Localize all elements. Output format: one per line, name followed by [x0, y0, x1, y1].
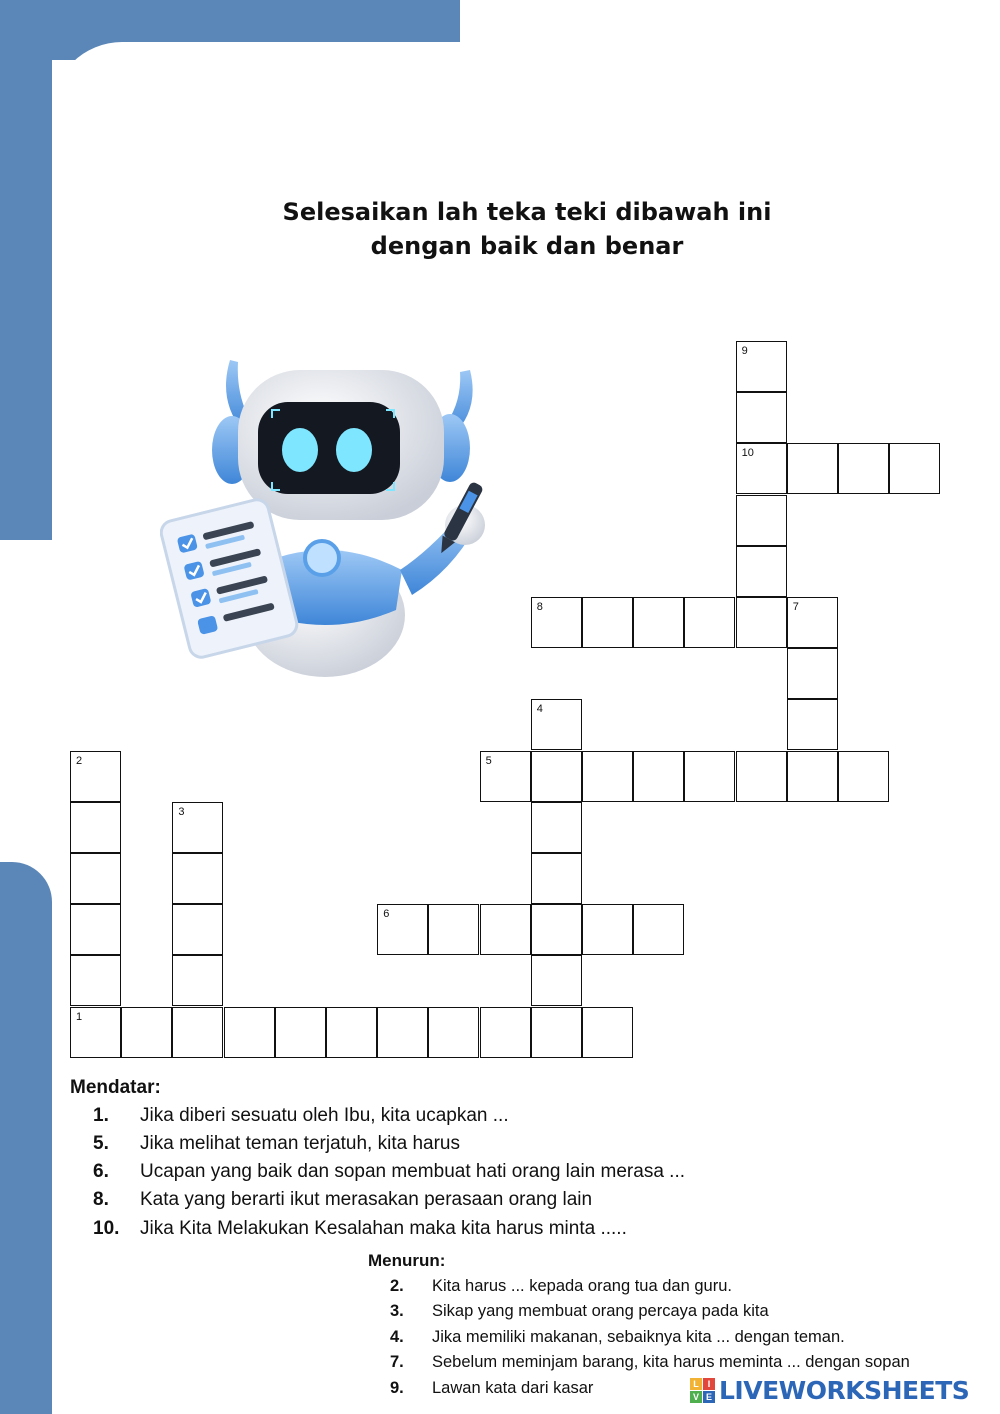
crossword-cell[interactable]: [377, 1007, 428, 1058]
crossword-cell[interactable]: [531, 955, 582, 1006]
crossword-cell[interactable]: [326, 1007, 377, 1058]
clue-number: 2.: [390, 1277, 404, 1295]
crossword-cell[interactable]: [70, 751, 121, 802]
crossword-cell[interactable]: [787, 443, 838, 494]
crossword-cell[interactable]: [736, 597, 787, 648]
crossword-cell[interactable]: [70, 802, 121, 853]
crossword-cell[interactable]: [582, 751, 633, 802]
clue-number-label: 2: [76, 754, 83, 767]
crossword-cell[interactable]: [172, 802, 223, 853]
crossword-cell[interactable]: [787, 751, 838, 802]
crossword-cell[interactable]: [889, 443, 940, 494]
crossword-cell[interactable]: [70, 1007, 121, 1058]
crossword-cell[interactable]: [172, 904, 223, 955]
crossword-cell[interactable]: [531, 802, 582, 853]
clue-text: Ucapan yang baik dan sopan membuat hati orang lain merasa ...: [140, 1161, 685, 1182]
clue-number-label: 3: [178, 805, 185, 818]
clue-text: Jika melihat teman terjatuh, kita harus: [140, 1133, 460, 1154]
clue-number: 5.: [93, 1133, 109, 1154]
clue-number: 8.: [93, 1189, 109, 1210]
clue-number-label: 7: [792, 601, 799, 613]
clue-number-label: 1: [76, 1010, 83, 1023]
clue-text: Sikap yang membuat orang percaya pada kita: [432, 1302, 769, 1320]
crossword-cell[interactable]: [172, 1007, 223, 1058]
crossword-cell[interactable]: [787, 699, 838, 750]
clue-number-label: 6: [383, 908, 390, 921]
crossword-cell[interactable]: [736, 443, 787, 494]
crossword-cell[interactable]: [787, 648, 838, 699]
crossword-cell[interactable]: [582, 597, 633, 648]
clue-number-label: 4: [536, 703, 543, 716]
crossword-cell[interactable]: [531, 597, 582, 648]
clue-text: Kata yang berarti ikut merasakan perasaan orang lain: [140, 1189, 593, 1210]
crossword-cell[interactable]: [736, 751, 787, 802]
crossword-cell[interactable]: [684, 597, 735, 648]
clue-number: 1.: [93, 1105, 109, 1126]
crossword-cell[interactable]: [582, 1007, 633, 1058]
clue-number: 6.: [93, 1161, 109, 1182]
down-heading: Menurun:: [368, 1251, 446, 1270]
clue-number: 9.: [390, 1379, 404, 1397]
brand-text: LIVEWORKSHEETS: [719, 1375, 970, 1405]
clue-number-label: 5: [485, 754, 492, 767]
clue-number: 4.: [390, 1328, 404, 1346]
crossword-cell[interactable]: [531, 853, 582, 904]
title-line-1: Selesaikan lah teka teki dibawah ini: [282, 198, 772, 226]
title-line-2: dengan baik dan benar: [370, 232, 684, 260]
crossword-cell[interactable]: [531, 699, 582, 750]
crossword-cell[interactable]: [736, 341, 787, 392]
clue-text: Jika memiliki makanan, sebaiknya kita ... dengan teman.: [432, 1328, 845, 1346]
brand-mark-icon: L I V E: [690, 1378, 715, 1403]
crossword-cell[interactable]: [377, 904, 428, 955]
crossword-cell[interactable]: [428, 904, 479, 955]
page-title: [200, 195, 854, 263]
across-heading: Mendatar:: [70, 1077, 161, 1098]
crossword-cell[interactable]: [633, 597, 684, 648]
crossword-cell[interactable]: [172, 955, 223, 1006]
crossword-cell[interactable]: [633, 751, 684, 802]
crossword-cell[interactable]: [480, 751, 531, 802]
background-shape-left: [0, 0, 52, 540]
crossword-cell[interactable]: [633, 904, 684, 955]
clue-number: 7.: [390, 1353, 404, 1371]
clue-number-label: 8: [536, 601, 543, 613]
clue-text: Sebelum meminjam barang, kita harus meminta ... dengan sopan: [432, 1353, 910, 1371]
clue-number: 10.: [93, 1218, 120, 1239]
crossword-cell[interactable]: [275, 1007, 326, 1058]
crossword-cell[interactable]: [838, 443, 889, 494]
crossword-cell[interactable]: [531, 751, 582, 802]
clue-text: Jika diberi sesuatu oleh Ibu, kita ucapkan ...: [140, 1105, 509, 1126]
clue-number: 3.: [390, 1302, 404, 1320]
crossword-cell[interactable]: [480, 904, 531, 955]
crossword-cell[interactable]: [70, 955, 121, 1006]
crossword-cell[interactable]: [684, 751, 735, 802]
liveworksheets-logo: [690, 1374, 969, 1406]
crossword-cell[interactable]: [480, 1007, 531, 1058]
crossword-cell[interactable]: [787, 597, 838, 648]
clue-number-label: 10: [741, 447, 754, 460]
crossword-cell[interactable]: [70, 904, 121, 955]
crossword-cell[interactable]: [70, 853, 121, 904]
crossword-cell[interactable]: [838, 751, 889, 802]
crossword-cell[interactable]: [582, 904, 633, 955]
crossword-cell[interactable]: [121, 1007, 172, 1058]
clue-number-label: 9: [741, 345, 748, 357]
crossword-cell[interactable]: [531, 904, 582, 955]
crossword-cell[interactable]: [531, 1007, 582, 1058]
crossword-cell[interactable]: [736, 546, 787, 597]
background-shape-left-lower: [0, 862, 52, 1414]
crossword-cell[interactable]: [428, 1007, 479, 1058]
crossword-cell[interactable]: [736, 392, 787, 443]
robot-with-checklist-icon: [160, 340, 490, 685]
crossword-cell[interactable]: [736, 495, 787, 546]
clue-text: Lawan kata dari kasar: [432, 1379, 594, 1397]
clue-text: Kita harus ... kepada orang tua dan guru.: [432, 1277, 732, 1295]
clue-text: Jika Kita Melakukan Kesalahan maka kita harus minta .....: [140, 1218, 627, 1239]
crossword-cell[interactable]: [224, 1007, 275, 1058]
crossword-cell[interactable]: [172, 853, 223, 904]
